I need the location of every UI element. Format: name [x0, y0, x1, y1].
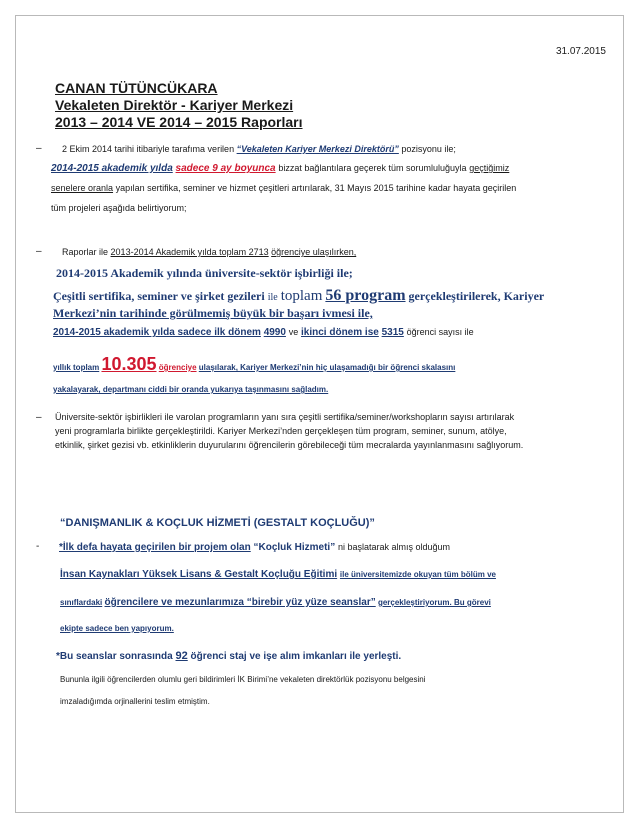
p1-line1: 2 Ekim 2014 tarihi itibariyle tarafıma verilen “Vekaleten Kariyer Merkezi Direktörü” pozisyonu ile;	[62, 144, 456, 154]
p4-line2: İnsan Kaynakları Yüksek Lisans & Gestalt Koçluğu Eğitimi ile üniversitemizde okuyan tüm bölüm ve	[60, 569, 496, 580]
p4-line1: *İlk defa hayata geçirilen bir projem olan “Koçluk Hizmeti” ni başlatarak almış olduğum	[59, 542, 451, 553]
report-date: 31.07.2015	[555, 46, 606, 57]
p2-line5: 2014-2015 akademik yılda sadece ilk dönem 4990 ve ikinci dönem ise 5315 öğrenci sayısı ile	[53, 327, 474, 338]
author-name: CANAN TÜTÜNCÜKARA	[55, 80, 218, 96]
dash-bullet: –	[36, 246, 42, 257]
p4-line6: Bununla ilgili öğrencilerden olumlu geri bildirimleri İK Birimi’ne vekaleten direktörlük pozisyonu belgesini	[60, 675, 426, 684]
report-period: 2013 – 2014 VE 2014 – 2015 Raporları	[55, 114, 303, 130]
p2-line6: yıllık toplam 10.305 öğrenciye ulaşılarak, Kariyer Merkezi’nin hiç ulaşamadığı bir öğrenci skalasını	[53, 354, 456, 374]
p3-line3: etkinlik, şirket gezisi vb. etkinliklerin duyurularını öğrencilerin görebileceği tüm mecralarda yayınlanmasını sağlıyorum.	[55, 440, 524, 450]
p4-line3: sınıflardaki öğrencilere ve mezunlarımıza “birebir yüz yüze seanslar” gerçekleştiriyorum. Bu görevi	[60, 597, 491, 608]
p2-line3: Çeşitli sertifika, seminer ve şirket gezileri ile toplam 56 program gerçekleştirilerek, Kariyer	[53, 287, 545, 304]
dash-bullet: –	[36, 143, 42, 154]
p1-line2: 2014-2015 akademik yılda sadece 9 ay boyunca bizzat bağlantılara geçerek tüm sorumluluğuyla geçtiğimiz	[51, 163, 510, 174]
dash-bullet: –	[36, 412, 42, 423]
p2-line4: Merkezi’nin tarihinde görülmemiş büyük bir başarı ivmesi ile,	[53, 306, 373, 320]
p4-line4: ekipte sadece ben yapıyorum.	[60, 624, 174, 633]
p3-line2: yeni programlarla birlikte gerçekleştirildi. Kariyer Merkezi’nden gerçekleşen tüm program, seminer, sunum, atölye,	[55, 426, 507, 436]
author-role: Vekaleten Direktör - Kariyer Merkezi	[55, 97, 294, 113]
p3-line1: Üniversite-sektör işbirlikleri ile varolan programların yanı sıra çeşitli sertifika/seminer/workshopların sayısı artırılarak	[55, 412, 515, 422]
p2-line1: Raporlar ile 2013-2014 Akademik yılda toplam 2713 öğrenciye ulaşılırken,	[62, 247, 357, 257]
p2-line2: 2014-2015 Akademik yılında üniversite-sektör işbirliği ile;	[56, 266, 353, 280]
p1-line3: senelere oranla yapılan sertifika, seminer ve hizmet çeşitleri artırılarak, 31 Mayıs 2015 tarihine kadar hayata geçirilen	[51, 183, 517, 193]
p1-line4: tüm projeleri aşağıda belirtiyorum;	[51, 203, 187, 213]
coaching-heading: “DANIŞMANLIK & KOÇLUK HİZMETİ (GESTALT KOÇLUĞU)”	[60, 517, 375, 529]
p2-line7: yakalayarak, departmanı ciddi bir oranda yukarıya taşınmasını sağladım.	[53, 385, 329, 394]
p4-line5: *Bu seanslar sonrasında 92 öğrenci staj ve işe alım imkanları ile yerleşti.	[56, 650, 402, 662]
p4-line7: imzaladığımda orjinallerini teslim etmiştim.	[60, 697, 210, 706]
hyphen-bullet: -	[36, 541, 40, 552]
